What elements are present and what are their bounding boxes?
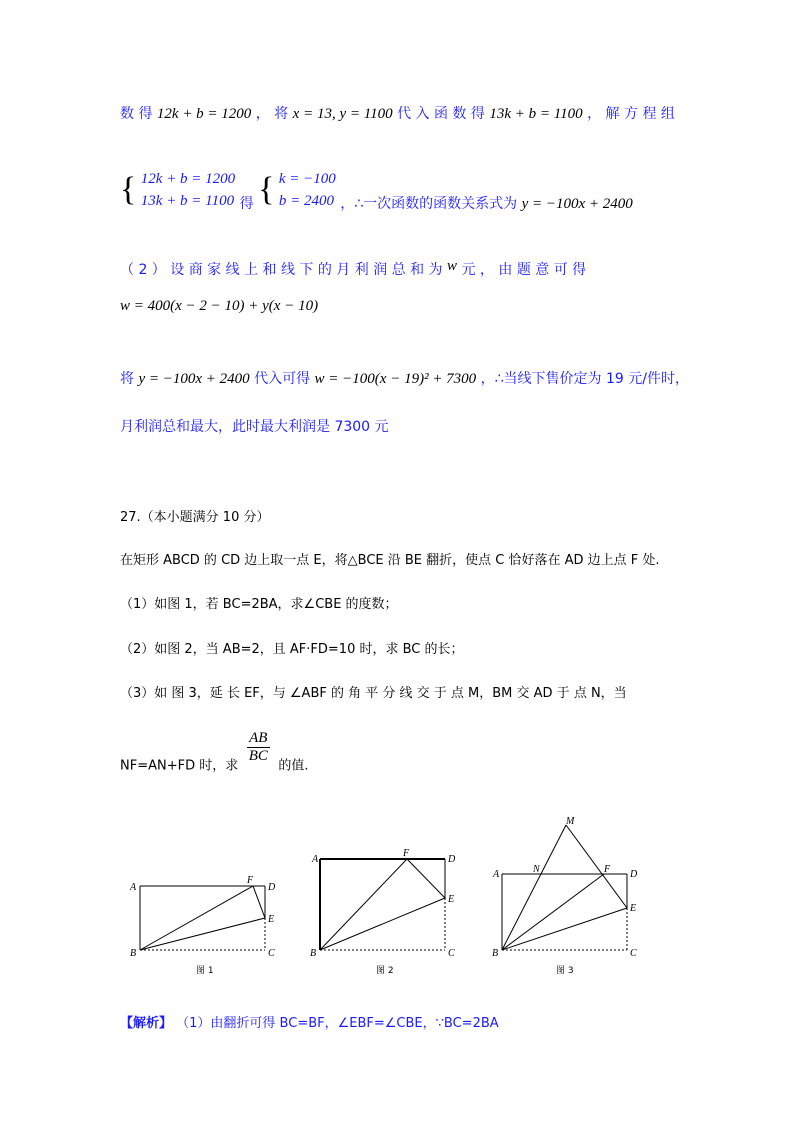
left-brace: { [258, 171, 275, 208]
solution-line-4: w = 400(x − 2 − 10) + y(x − 10) [120, 298, 319, 314]
fraction-ab-bc: $\frac{AB}{BC}$ [248, 730, 268, 764]
fig1-caption: 图 1 [196, 966, 214, 976]
fig3-label-m: M [566, 816, 575, 827]
fig3-label-c: C [630, 948, 637, 959]
fig2-label-c: C [448, 948, 455, 959]
fig3-caption: 图 3 [556, 966, 574, 976]
analysis-tag: 【解析】 [120, 1016, 173, 1031]
fig3-label-d: D [630, 869, 638, 880]
fig3-label-f: F [604, 864, 611, 875]
figure-3 [502, 825, 627, 950]
fig1-label-f: F [247, 875, 254, 886]
fig3-label-b: B [492, 948, 499, 959]
solution-line-5: 将 y = −100x + 2400 代入可得 w = −100(x − 19)² + 7300 ，∴当线下售价定为 19 元/件时， [120, 371, 689, 387]
analysis-line [120, 1012, 499, 1031]
question-2: （2）如图 2，当 AB=2，且 AF·FD=10 时，求 BC 的长； [120, 642, 464, 657]
fig1-label-d: D [268, 882, 276, 893]
solution-line-1: 数 得 12k + b = 1200 ， 将 x = 13, y = 1100 代 入 函 数 得 13k + b = 1100 ， 解 方 程 组 [120, 106, 675, 122]
equation-system-2: k = −100 b = 2400 [278, 171, 336, 209]
problem-title: 27.（本小题满分 10 分） [120, 510, 270, 525]
fig2-label-f: F [403, 848, 410, 859]
analysis-text: （1）由翻折可得 BC=BF，∠EBF=∠CBE，∵BC=2BA [176, 1016, 499, 1031]
fig3-label-e: E [630, 903, 637, 914]
fig1-label-c: C [268, 948, 275, 959]
geometry-figures [0, 810, 800, 990]
fig2-label-e: E [448, 894, 455, 905]
question-3a: （3）如 图 3，延 长 EF，与 ∠ABF 的 角 平 分 线 交 于 点 M，BM 交 AD 于 点 N，当 [120, 686, 627, 701]
fig1-label-a: A [130, 882, 137, 893]
question-3b: NF=AN+FD 时，求 $\frac{AB}{BC}$ 的值. [120, 730, 309, 774]
problem-stem: 在矩形 ABCD 的 CD 边上取一点 E，将△BCE 沿 BE 翻折，使点 C 恰好落在 AD 边上点 F 处. [120, 553, 660, 568]
fig3-label-n: N [533, 864, 540, 875]
solution-line-2: { 12k + b = 1200 13k + b = 1100 得 { k = −100 b = 2400 ，∴一次函数的函数关系式为 y = −100x + 2400 [120, 168, 633, 213]
figure-2 [320, 859, 445, 950]
fig1-label-b: B [130, 948, 137, 959]
figure-1 [140, 886, 265, 950]
fig3-label-a: A [493, 869, 500, 880]
question-1: （1）如图 1，若 BC=2BA，求∠CBE 的度数； [120, 597, 398, 612]
equation-system-1: 12k + b = 1200 13k + b = 1100 [140, 171, 236, 209]
left-brace: { [120, 171, 137, 208]
fig2-label-b: B [310, 948, 317, 959]
fig2-label-a: A [312, 854, 319, 865]
fig2-caption: 图 2 [376, 966, 394, 976]
fig2-label-d: D [448, 854, 456, 865]
solution-line-3: （ 2 ） 设 商 家 线 上 和 线 下 的 月 利 润 总 和 为 w 元 ， 由 题 意 可 得 [120, 258, 587, 278]
fig1-label-e: E [268, 914, 275, 925]
solution-line-6: 月利润总和最大，此时最大利润是 7300 元 [120, 419, 389, 435]
